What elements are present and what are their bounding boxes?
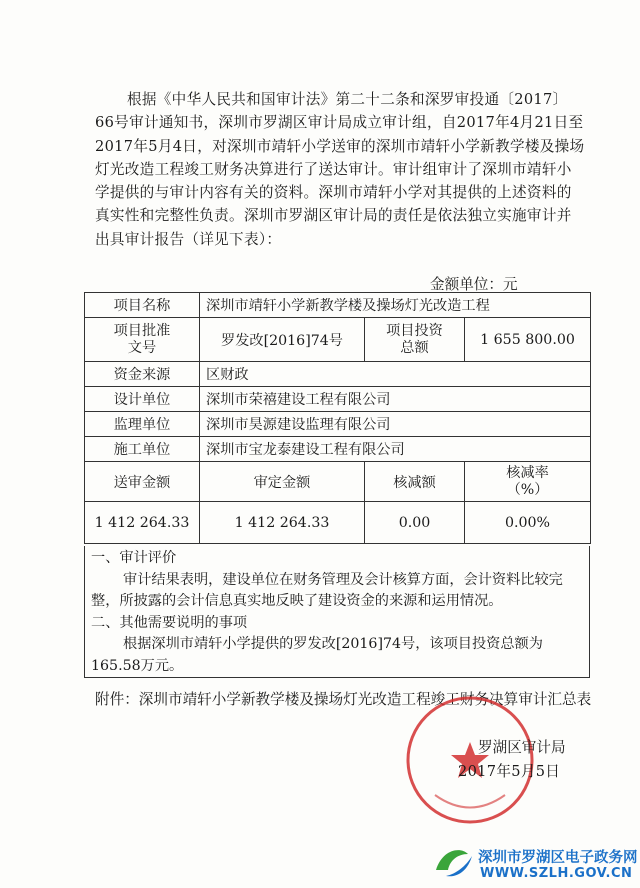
table-row [85,502,591,544]
table-row [85,387,591,412]
submitted-amount-header: 送审金额 [85,462,200,502]
watermark-site-name: 深圳市罗湖区电子政务网 [478,850,638,866]
amount-unit-label: 金额单位：元 [430,276,518,293]
attachment-note: 附件：深圳市靖轩小学新教学楼及操场灯光改造工程竣工财务决算审计汇总表 [95,691,592,708]
section1-body: 审计结果表明，建设单位在财务管理及会计核算方面，会计资料比较完整，所披露的会计信息真实地反映了建设资金的来源和运用情况。 [91,571,563,609]
fund-source-value: 区财政 [200,362,591,387]
approved-amount-value: 1 412 264.33 [200,502,365,544]
investment-total: 1 655 800.00 [465,318,591,362]
intro-paragraph [95,88,585,251]
signature-date: 2017年5月5日 [458,763,561,780]
signature-organization: 罗湖区审计局 [478,739,566,756]
reduction-amount-header: 核减额 [365,462,465,502]
reduction-rate-header-line2: （%） [506,481,549,498]
reduction-rate-header [465,462,591,502]
investment-label-line2: 总额 [400,339,429,356]
table-row [85,462,591,502]
design-unit-value: 深圳市荣禧建设工程有限公司 [200,387,591,412]
construction-unit-label: 施工单位 [85,437,200,462]
investment-label-line1: 项目投资 [386,322,443,339]
approval-label-line2: 文号 [127,339,157,356]
audit-summary-table [84,292,591,544]
approval-label [85,318,200,362]
section1-title: 一、审计评价 [91,550,177,566]
design-unit-label: 设计单位 [85,387,200,412]
section2-body: 根据深圳市靖轩小学提供的罗发改[2016]74号，该项目投资总额为165.58万元。 [91,636,543,674]
construction-unit-value: 深圳市宝龙泰建设工程有限公司 [200,437,591,462]
supervision-unit-label: 监理单位 [85,412,200,437]
reduction-rate-header-line1: 核减率 [506,464,549,481]
table-row [85,318,591,362]
project-name-label: 项目名称 [85,293,200,318]
section2-title: 二、其他需要说明的事项 [91,614,248,631]
table-row [85,362,591,387]
submitted-amount-value: 1 412 264.33 [85,502,200,544]
approval-number: 罗发改[2016]74号 [200,318,365,362]
project-name-value: 深圳市靖轩小学新教学楼及操场灯光改造工程 [200,293,591,318]
intro-text: 根据《中华人民共和国审计法》第二十二条和深罗审投通〔2017〕66号审计通知书，深圳市罗湖区审计局成立审计组，自2017年4月21日至2017年5月4日，对深圳市靖轩小学送审的深圳市靖轩小学新教学楼及操场灯光改造工程竣工财务决算进行了送达审计。审计组审计了深圳市靖轩小学提供的与审计内容有关的资料。深圳市靖轩小学对其提供的上述资料的真实性和完整性负责。深圳市罗湖区审计局的责任是依法独立实施审计并出具审计报告（详见下表）： [95,91,585,248]
audit-evaluation-section [84,546,590,678]
supervision-unit-value: 深圳市昊源建设监理有限公司 [200,412,591,437]
fund-source-label: 资金来源 [85,362,200,387]
reduction-amount-value: 0.00 [365,502,465,544]
approved-amount-header: 审定金额 [200,462,365,502]
reduction-rate-value: 0.00% [465,502,591,544]
approval-label-line1: 项目批准 [113,322,171,339]
investment-label [365,318,465,362]
table-row [85,293,591,318]
table-row [85,437,591,462]
table-row [85,412,591,437]
watermark-url: WWW.SZLH.GOV.CN [480,866,633,881]
